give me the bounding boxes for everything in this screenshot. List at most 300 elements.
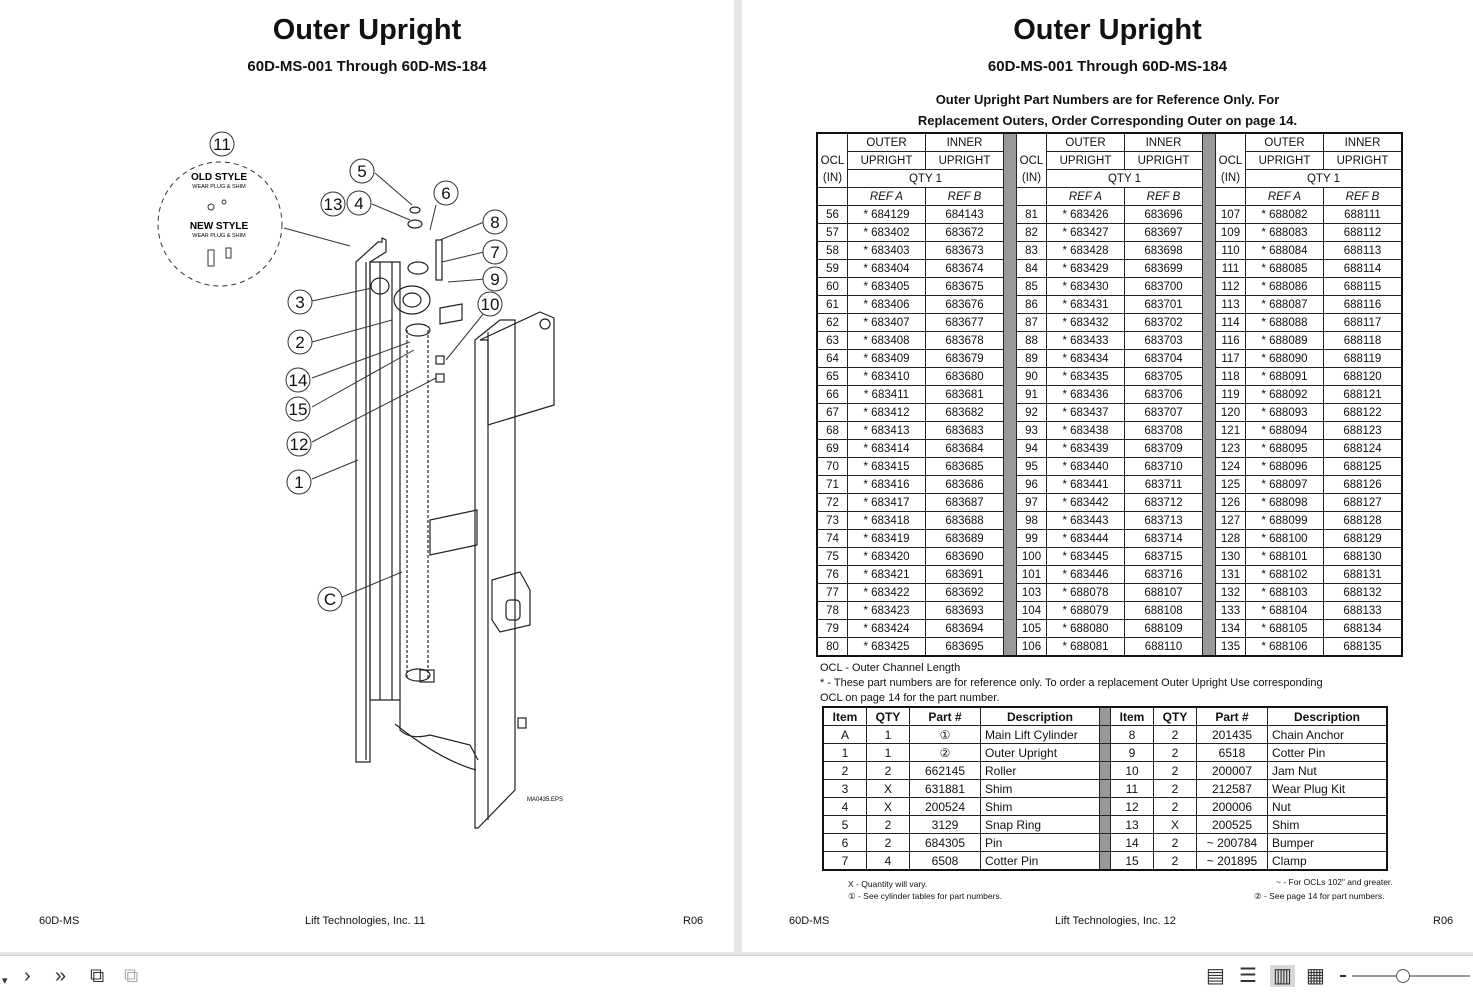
outer-part-number: * 688093 (1246, 404, 1324, 422)
qty-cell: 2 (1154, 798, 1197, 816)
column-separator (1203, 404, 1216, 422)
description-cell: Shim (981, 798, 1100, 816)
part-number-cell: 684305 (910, 834, 981, 852)
item-cell: 15 (1111, 852, 1154, 871)
inner-part-number: 683692 (926, 584, 1004, 602)
outer-part-number: * 688096 (1246, 458, 1324, 476)
last-page-icon[interactable]: » (55, 965, 67, 987)
ocl-value: 118 (1216, 368, 1246, 386)
outer-part-number: * 683433 (1047, 332, 1125, 350)
qty-cell: X (867, 798, 910, 816)
part-number-cell: 200006 (1197, 798, 1268, 816)
column-separator (1004, 314, 1017, 332)
ocl-value: 86 (1017, 296, 1047, 314)
inner-part-number: 683696 (1125, 206, 1203, 224)
column-separator (1203, 133, 1216, 152)
inset-new-style: NEW STYLE (189, 221, 249, 232)
ocl-value: 131 (1216, 566, 1246, 584)
inner-part-number: 688116 (1324, 296, 1403, 314)
ocl-value: 75 (817, 548, 848, 566)
table-row (823, 744, 1387, 762)
zoom-slider[interactable] (1352, 975, 1470, 977)
outer-part-number: * 688089 (1246, 332, 1324, 350)
outer-part-number: * 683412 (848, 404, 926, 422)
item-cell: 12 (1111, 798, 1154, 816)
outer-part-number: * 683402 (848, 224, 926, 242)
outer-part-number: * 688084 (1246, 242, 1324, 260)
fit-page-icon[interactable]: ⧉ (90, 965, 105, 987)
footer-right: R06 (683, 915, 704, 927)
outer-part-number: * 683441 (1047, 476, 1125, 494)
part-number-cell: ① (910, 726, 981, 744)
ocl-value: 78 (817, 602, 848, 620)
inner-part-number: 683685 (926, 458, 1004, 476)
ocl-value: 110 (1216, 242, 1246, 260)
ocl-value: 107 (1216, 206, 1246, 224)
table-row (817, 548, 1402, 566)
header-row (817, 133, 1402, 152)
header-row (823, 707, 1387, 726)
inner-part-number: 688128 (1324, 512, 1403, 530)
table-row (817, 206, 1402, 224)
outer-part-number: * 688099 (1246, 512, 1324, 530)
outer-header: OUTER (1047, 133, 1125, 152)
outer-part-number: * 683404 (848, 260, 926, 278)
column-separator (1100, 744, 1111, 762)
inner-part-number: 684143 (926, 206, 1004, 224)
table-row (823, 780, 1387, 798)
column-separator (1004, 530, 1017, 548)
inner-part-number: 683672 (926, 224, 1004, 242)
description-cell: Roller (981, 762, 1100, 780)
inset-old-sub: WEAR PLUG & SHIM (192, 184, 246, 190)
inner-part-number: 688107 (1125, 584, 1203, 602)
outer-part-number: * 683427 (1047, 224, 1125, 242)
outer-part-number: * 683421 (848, 566, 926, 584)
ocl-value: 113 (1216, 296, 1246, 314)
item-cell: 11 (1111, 780, 1154, 798)
column-separator (1004, 476, 1017, 494)
callout-13: 13 (323, 195, 343, 214)
outer-part-number: * 683414 (848, 440, 926, 458)
ocl-value: 72 (817, 494, 848, 512)
next-page-icon[interactable]: › (24, 965, 31, 987)
outer-part-number: * 684129 (848, 206, 926, 224)
ocl-header: OCL (1216, 152, 1246, 170)
table-row (817, 494, 1402, 512)
inner-part-number: 683700 (1125, 278, 1203, 296)
rotate-icon[interactable]: ⧉ (124, 965, 139, 987)
outer-part-number: * 683415 (848, 458, 926, 476)
column-separator (1203, 386, 1216, 404)
inner-part-number: 683699 (1125, 260, 1203, 278)
footer-left: 60D-MS (39, 915, 80, 927)
column-separator (1203, 422, 1216, 440)
ocl-value: 125 (1216, 476, 1246, 494)
ref-a-header: REF A (1047, 188, 1125, 206)
ocl-value: 76 (817, 566, 848, 584)
column-separator (1100, 798, 1111, 816)
inner-part-number: 683681 (926, 386, 1004, 404)
table-row (817, 260, 1402, 278)
ocl-value: 124 (1216, 458, 1246, 476)
column-separator (1004, 152, 1017, 170)
column-separator (1004, 458, 1017, 476)
column-separator (1203, 566, 1216, 584)
inner-part-number: 683683 (926, 422, 1004, 440)
outer-part-number: * 683423 (848, 602, 926, 620)
callout-4: 4 (354, 194, 364, 213)
column-separator (1203, 584, 1216, 602)
inner-part-number: 683674 (926, 260, 1004, 278)
description-cell: Shim (981, 780, 1100, 798)
table-row (817, 620, 1402, 638)
ocl-value: 128 (1216, 530, 1246, 548)
inner-part-number: 683706 (1125, 386, 1203, 404)
inner-part-number: 688120 (1324, 368, 1403, 386)
part-number-cell: 631881 (910, 780, 981, 798)
ocl-value: 85 (1017, 278, 1047, 296)
table-row (823, 762, 1387, 780)
ocl-value: 109 (1216, 224, 1246, 242)
ocl-header-blank (1216, 133, 1246, 152)
description-cell: Snap Ring (981, 816, 1100, 834)
inner-part-number: 683709 (1125, 440, 1203, 458)
inner-part-number: 688135 (1324, 638, 1403, 657)
outer-part-number: * 683432 (1047, 314, 1125, 332)
ocl-value: 100 (1017, 548, 1047, 566)
outer-part-number: * 683430 (1047, 278, 1125, 296)
inner-header-2: UPRIGHT (1125, 152, 1203, 170)
inner-part-number: 683697 (1125, 224, 1203, 242)
column-separator (1203, 350, 1216, 368)
inner-part-number: 683693 (926, 602, 1004, 620)
outer-header-2: UPRIGHT (1246, 152, 1324, 170)
note-x: X - Quantity will vary. (848, 879, 928, 889)
ref-b-header: REF B (926, 188, 1004, 206)
column-separator (1004, 620, 1017, 638)
qty-header: QTY 1 (848, 170, 1004, 188)
outer-part-number: * 683426 (1047, 206, 1125, 224)
inner-part-number: 683711 (1125, 476, 1203, 494)
item-cell: 1 (823, 744, 867, 762)
inner-part-number: 683688 (926, 512, 1004, 530)
parts-header: QTY (1154, 707, 1197, 726)
column-separator (1203, 512, 1216, 530)
ocl-value: 135 (1216, 638, 1246, 657)
outer-part-number: * 688104 (1246, 602, 1324, 620)
part-number-cell: ~ 200784 (1197, 834, 1268, 852)
ref-a-header: REF A (848, 188, 926, 206)
parts-header: Description (981, 707, 1100, 726)
ocl-value: 87 (1017, 314, 1047, 332)
table-row (817, 332, 1402, 350)
description-cell: Bumper (1268, 834, 1388, 852)
outer-part-number: * 683442 (1047, 494, 1125, 512)
item-cell: 10 (1111, 762, 1154, 780)
ocl-value: 134 (1216, 620, 1246, 638)
column-separator (1004, 296, 1017, 314)
item-cell: A (823, 726, 867, 744)
ocl-unit-header: (IN) (1017, 170, 1047, 188)
ocl-value: 79 (817, 620, 848, 638)
inner-part-number: 683712 (1125, 494, 1203, 512)
qty-header: QTY 1 (1246, 170, 1403, 188)
column-separator (1004, 242, 1017, 260)
ocl-value: 61 (817, 296, 848, 314)
qty-cell: 2 (867, 762, 910, 780)
outer-part-number: * 688078 (1047, 584, 1125, 602)
two-page-icon[interactable]: ▥ (1270, 965, 1295, 987)
inner-part-number: 688131 (1324, 566, 1403, 584)
inner-part-number: 688114 (1324, 260, 1403, 278)
ocl-value: 103 (1017, 584, 1047, 602)
inner-part-number: 688118 (1324, 332, 1403, 350)
ocl-value: 97 (1017, 494, 1047, 512)
description-cell: Outer Upright (981, 744, 1100, 762)
column-separator (1100, 726, 1111, 744)
column-separator (1203, 440, 1216, 458)
column-separator (1004, 494, 1017, 512)
column-separator (1203, 638, 1216, 657)
table-row (823, 834, 1387, 852)
inner-part-number: 683705 (1125, 368, 1203, 386)
inner-part-number: 688115 (1324, 278, 1403, 296)
table-row (817, 476, 1402, 494)
ocl-unit-header: (IN) (817, 170, 848, 188)
inner-part-number: 688113 (1324, 242, 1403, 260)
qty-cell: 1 (867, 726, 910, 744)
ocl-value: 106 (1017, 638, 1047, 657)
ocl-value: 57 (817, 224, 848, 242)
column-separator (1100, 852, 1111, 871)
inner-part-number: 688132 (1324, 584, 1403, 602)
inner-part-number: 688117 (1324, 314, 1403, 332)
description-cell: Jam Nut (1268, 762, 1388, 780)
outer-part-number: * 683434 (1047, 350, 1125, 368)
outer-part-number: * 683417 (848, 494, 926, 512)
inset-old-style: OLD STYLE (190, 172, 248, 183)
column-separator (1203, 458, 1216, 476)
outer-part-number: * 683439 (1047, 440, 1125, 458)
part-number-cell: 200007 (1197, 762, 1268, 780)
ocl-value: 63 (817, 332, 848, 350)
inner-part-number: 683707 (1125, 404, 1203, 422)
ocl-value: 58 (817, 242, 848, 260)
inner-part-number: 683710 (1125, 458, 1203, 476)
header-row (817, 188, 1402, 206)
outer-part-number: * 683437 (1047, 404, 1125, 422)
outer-part-number: * 688091 (1246, 368, 1324, 386)
zoom-slider-thumb[interactable] (1396, 969, 1410, 983)
table-row (823, 852, 1387, 871)
parts-header: Item (823, 707, 867, 726)
inner-part-number: 683690 (926, 548, 1004, 566)
column-separator (1203, 278, 1216, 296)
part-number-cell: 3129 (910, 816, 981, 834)
ocl-value: 73 (817, 512, 848, 530)
inner-part-number: 683686 (926, 476, 1004, 494)
ocl-value: 130 (1216, 548, 1246, 566)
part-number-cell: ② (910, 744, 981, 762)
outer-part-number: * 683422 (848, 584, 926, 602)
inner-part-number: 683676 (926, 296, 1004, 314)
qty-cell: 2 (1154, 834, 1197, 852)
outer-part-number: * 683436 (1047, 386, 1125, 404)
ocl-value: 59 (817, 260, 848, 278)
inner-part-number: 688123 (1324, 422, 1403, 440)
inner-part-number: 688124 (1324, 440, 1403, 458)
inner-part-number: 688121 (1324, 386, 1403, 404)
two-page-continuous-icon[interactable]: ▦ (1306, 965, 1325, 987)
callout-6: 6 (441, 184, 451, 203)
ocl-value: 56 (817, 206, 848, 224)
callout-10: 10 (480, 295, 500, 314)
footer-left: 60D-MS (789, 915, 830, 927)
inner-part-number: 683695 (926, 638, 1004, 657)
footer-center: Lift Technologies, Inc. 12 (1055, 915, 1176, 927)
item-cell: 6 (823, 834, 867, 852)
single-page-icon[interactable]: ▤ (1206, 965, 1225, 987)
outer-part-number: * 688105 (1246, 620, 1324, 638)
table-row (817, 278, 1402, 296)
note-tilde: ~ - For OCLs 102" and greater. (1276, 877, 1393, 887)
parts-list-table (822, 706, 1388, 871)
ref-b-header: REF B (1324, 188, 1403, 206)
column-separator (1100, 834, 1111, 852)
column-separator (1203, 332, 1216, 350)
inner-part-number: 683675 (926, 278, 1004, 296)
callout-11: 11 (213, 135, 231, 154)
column-separator (1004, 584, 1017, 602)
qty-cell: 4 (867, 852, 910, 871)
outer-part-number: * 683405 (848, 278, 926, 296)
qty-cell: 2 (867, 834, 910, 852)
parts-header: Description (1268, 707, 1388, 726)
column-separator (1004, 548, 1017, 566)
column-separator (1004, 278, 1017, 296)
outer-part-number: * 683440 (1047, 458, 1125, 476)
inner-part-number: 688112 (1324, 224, 1403, 242)
inner-part-number: 683701 (1125, 296, 1203, 314)
inner-part-number: 683704 (1125, 350, 1203, 368)
ocl-value: 88 (1017, 332, 1047, 350)
ocl-value: 117 (1216, 350, 1246, 368)
inner-part-number: 683684 (926, 440, 1004, 458)
outer-part-number: * 683446 (1047, 566, 1125, 584)
item-cell: 3 (823, 780, 867, 798)
table-row (817, 224, 1402, 242)
column-separator (1004, 386, 1017, 404)
ocl-value: 81 (1017, 206, 1047, 224)
table-row (817, 368, 1402, 386)
header-row (817, 152, 1402, 170)
column-separator (1203, 314, 1216, 332)
outer-part-number: * 688095 (1246, 440, 1324, 458)
continuous-icon[interactable]: ☰ (1239, 965, 1257, 987)
outer-part-number: * 683403 (848, 242, 926, 260)
legend-star: * - These part numbers are for reference only. To order a replacement Outer Upright Use corresponding (820, 677, 1323, 689)
column-separator (1004, 422, 1017, 440)
part-number-cell: 6508 (910, 852, 981, 871)
column-separator (1004, 206, 1017, 224)
column-separator (1203, 242, 1216, 260)
item-cell: 5 (823, 816, 867, 834)
table-row (817, 584, 1402, 602)
table-row (823, 816, 1387, 834)
inner-part-number: 683708 (1125, 422, 1203, 440)
ocl-value: 68 (817, 422, 848, 440)
ocl-value: 99 (1017, 530, 1047, 548)
part-number-cell: 6518 (1197, 744, 1268, 762)
column-separator (1203, 476, 1216, 494)
qty-cell: X (1154, 816, 1197, 834)
ocl-value: 105 (1017, 620, 1047, 638)
ocl-value: 121 (1216, 422, 1246, 440)
zoom-out-icon[interactable] (1340, 975, 1346, 977)
inset-new-sub: WEAR PLUG & SHIM (192, 233, 246, 239)
inner-part-number: 683703 (1125, 332, 1203, 350)
ocl-value: 91 (1017, 386, 1047, 404)
table-row (817, 458, 1402, 476)
table-row (817, 296, 1402, 314)
ocl-value: 66 (817, 386, 848, 404)
outer-header-2: UPRIGHT (848, 152, 926, 170)
ocl-value: 95 (1017, 458, 1047, 476)
parts-header: Part # (1197, 707, 1268, 726)
ocl-header-blank (817, 133, 848, 152)
ocl-value: 89 (1017, 350, 1047, 368)
ocl-value: 101 (1017, 566, 1047, 584)
ocl-value: 104 (1017, 602, 1047, 620)
outer-part-number: * 683444 (1047, 530, 1125, 548)
ocl-part-table (816, 132, 1403, 657)
qty-cell: 2 (1154, 744, 1197, 762)
inner-part-number: 683715 (1125, 548, 1203, 566)
outer-part-number: * 683420 (848, 548, 926, 566)
ocl-value: 74 (817, 530, 848, 548)
ocl-value: 84 (1017, 260, 1047, 278)
outer-part-number: * 688094 (1246, 422, 1324, 440)
column-separator (1004, 260, 1017, 278)
inner-part-number: 688130 (1324, 548, 1403, 566)
outer-part-number: * 683428 (1047, 242, 1125, 260)
ocl-value: 116 (1216, 332, 1246, 350)
outer-part-number: * 688100 (1246, 530, 1324, 548)
inner-part-number: 688111 (1324, 206, 1403, 224)
table-row (817, 242, 1402, 260)
outer-part-number: * 683416 (848, 476, 926, 494)
ocl-header-blank (817, 188, 848, 206)
ocl-value: 126 (1216, 494, 1246, 512)
description-cell: Cotter Pin (981, 852, 1100, 871)
ocl-value: 94 (1017, 440, 1047, 458)
outer-part-number: * 683410 (848, 368, 926, 386)
callout-12: 12 (289, 435, 309, 454)
column-separator (1004, 638, 1017, 657)
description-cell: Wear Plug Kit (1268, 780, 1388, 798)
column-separator (1100, 762, 1111, 780)
column-separator (1203, 152, 1216, 170)
callout-14: 14 (288, 371, 308, 390)
dropdown-arrow-icon[interactable]: ▾ (2, 975, 8, 987)
item-cell: 14 (1111, 834, 1154, 852)
inner-part-number: 688126 (1324, 476, 1403, 494)
part-number-cell: ~ 201895 (1197, 852, 1268, 871)
item-cell: 4 (823, 798, 867, 816)
callout-C: C (323, 590, 337, 609)
column-separator (1203, 188, 1216, 206)
